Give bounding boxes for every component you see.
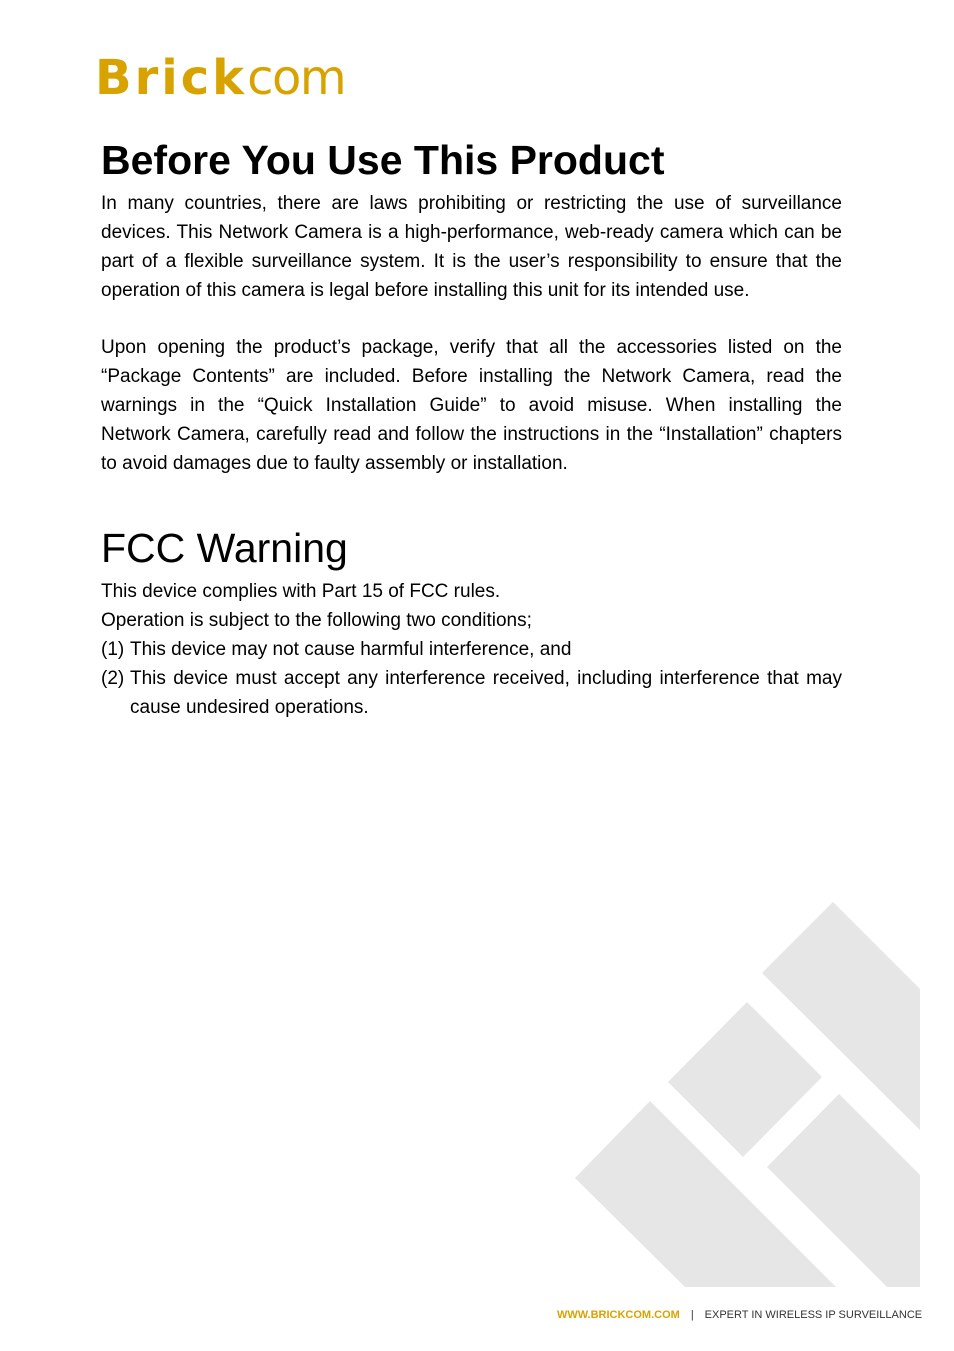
brickcom-logo [95,50,346,106]
condition-text [130,635,842,664]
footer-website: WWW.BRICKCOM.COM [557,1309,680,1321]
page-footer [557,1308,922,1322]
section-title-before-use: Before You Use This Product [101,137,665,183]
condition-line: cause undesired operations. [130,697,369,718]
paragraph-line: “Package Contents” are included. Before installing the Network Camera, read the [101,366,842,387]
paragraph-line: Upon opening the product’s package, verify that all the accessories listed on the [101,337,842,358]
paragraph-line: Network Camera, carefully read and follow the instructions in the “Installation” chapters [101,424,842,445]
logo-text-brick: Brick [95,50,248,106]
footer-tagline: EXPERT IN WIRELESS IP SURVEILLANCE [704,1309,923,1321]
condition-text [130,664,842,722]
logo-text-com: com [247,50,346,106]
fcc-condition-item [101,635,842,664]
paragraph-line: In many countries, there are laws prohibiting or restricting the use of surveillance [101,193,842,214]
condition-line: This device must accept any interference received, including interference that may [130,668,842,689]
fcc-condition-item [101,664,842,722]
condition-marker: (2) [101,668,125,689]
decor-shape-middle-diamond [668,1002,822,1157]
paragraph-line: operation of this camera is legal before installing this unit for its intended use. [101,280,750,301]
condition-marker: (1) [101,639,125,660]
footer-separator: | [690,1309,694,1321]
fcc-statement-line: This device complies with Part 15 of FCC rules. [101,581,501,602]
paragraph-package-instructions [101,333,842,478]
paragraph-line: devices. This Network Camera is a high-performance, web-ready camera which can be [101,222,842,243]
paragraph-line: part of a flexible surveillance system. It is the user’s responsibility to ensure that the [101,251,842,272]
paragraph-line: warnings in the “Quick Installation Guide” to avoid misuse. When installing the [101,395,842,416]
paragraph-line: to avoid damages due to faulty assembly or installation. [101,453,568,474]
fcc-warning-body [101,577,842,722]
section-title-fcc-warning: FCC Warning [101,525,348,571]
condition-line: This device may not cause harmful interference, and [130,639,572,660]
fcc-statement-line: Operation is subject to the following two conditions; [101,610,532,631]
paragraph-legal-notice [101,189,842,305]
